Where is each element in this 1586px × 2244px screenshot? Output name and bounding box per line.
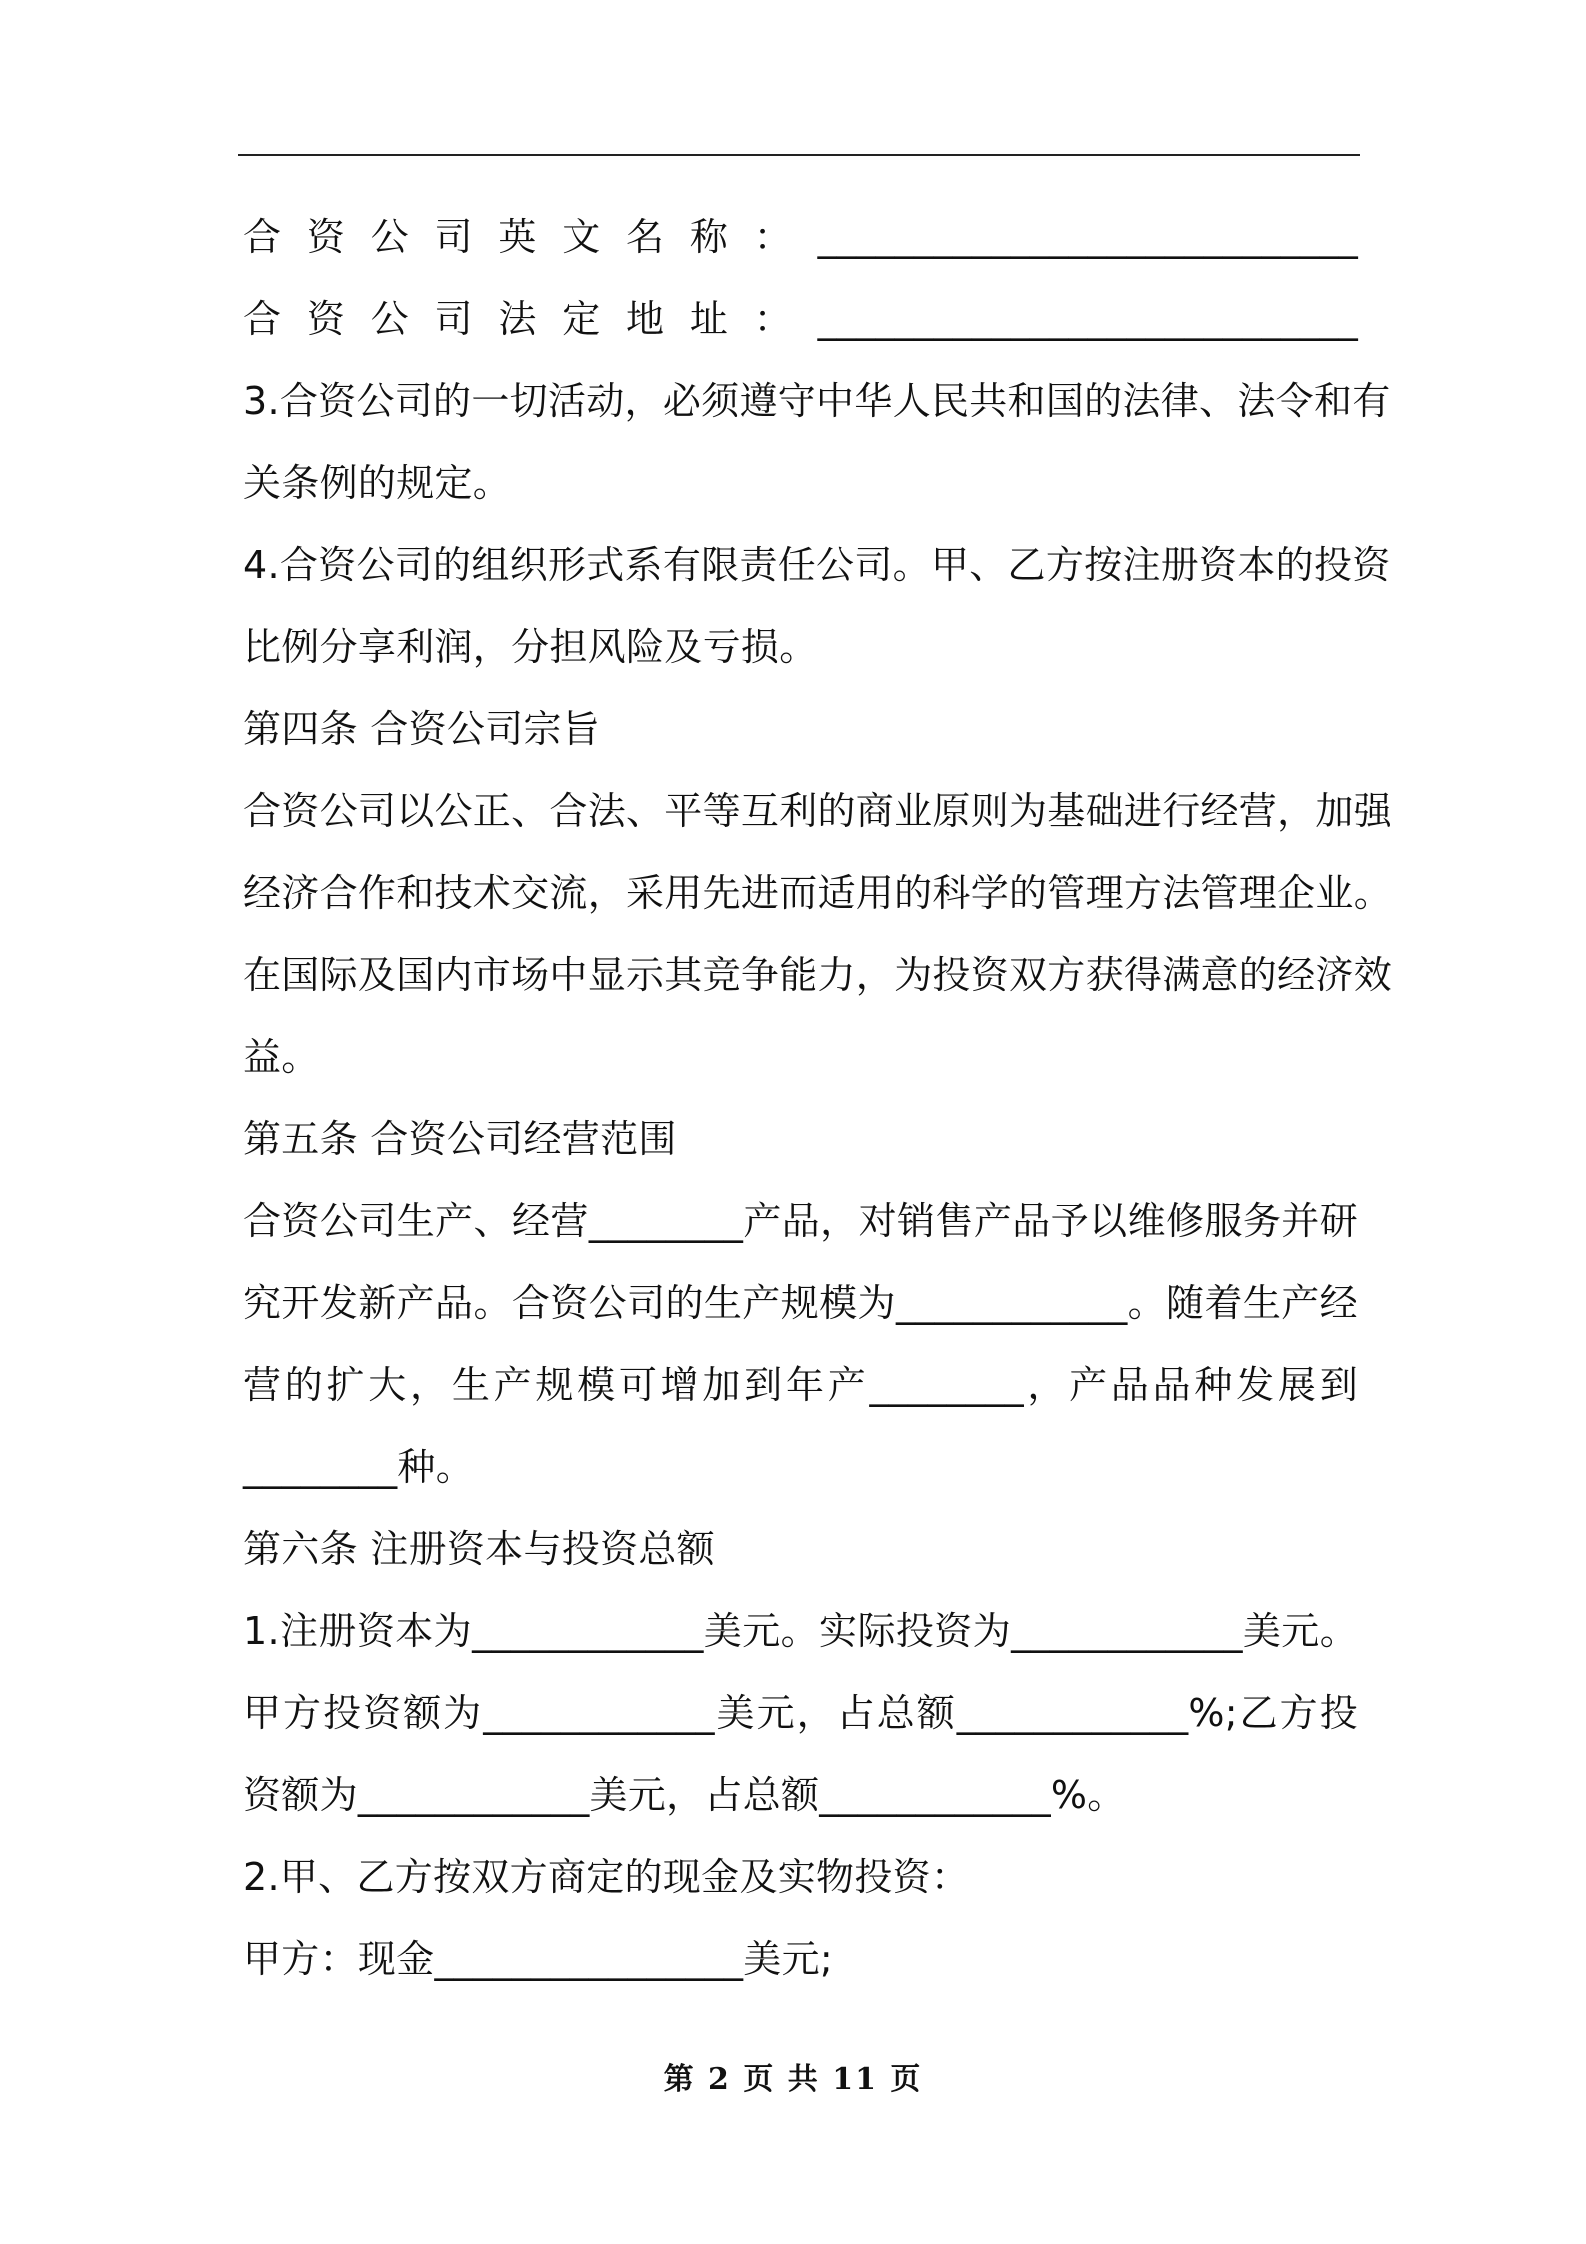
article-4-paragraph-line-1: 合资公司以公正、合法、平等互利的商业原则为基础进行经营，加强 [243, 789, 1393, 833]
article-5-paragraph-line-3: 营的扩大，生产规模可增加到年产________，产品品种发展到 [243, 1363, 1358, 1407]
clause-3-line-1: 3.合资公司的一切活动，必须遵守中华人民共和国的法律、法令和有 [243, 379, 1391, 423]
article-4-paragraph-line-3: 在国际及国内市场中显示其竞争能力，为投资双方获得满意的经济效 [243, 953, 1393, 997]
article-5-paragraph-line-2: 究开发新产品。合资公司的生产规模为____________。随着生产经 [243, 1281, 1358, 1325]
article-6-item-1-line-3: 资额为____________美元，占总额____________%。 [243, 1773, 1126, 1817]
clause-4-line-2: 比例分享利润，分担风险及亏损。 [243, 625, 818, 669]
article-4-paragraph-line-4: 益。 [243, 1035, 320, 1079]
clause-4-line-1: 4.合资公司的组织形式系有限责任公司。甲、乙方按注册资本的投资 [243, 543, 1391, 587]
party-a-cash-line: 甲方：现金________________美元; [243, 1937, 834, 1981]
article-6-item-1-line-1: 1.注册资本为____________美元。实际投资为____________美元。 [243, 1609, 1358, 1653]
article-4-heading: 第四条 合资公司宗旨 [243, 707, 601, 751]
article-4-paragraph-line-2: 经济合作和技术交流，采用先进而适用的科学的管理方法管理企业。 [243, 871, 1393, 915]
article-5-heading: 第五条 合资公司经营范围 [243, 1117, 677, 1161]
header-rule [238, 154, 1360, 156]
joint-venture-legal-address-line: 合资公司法定地址：____________________________ [243, 297, 1358, 341]
article-6-heading: 第六条 注册资本与投资总额 [243, 1527, 715, 1571]
joint-venture-english-name-line: 合资公司英文名称：____________________________ [243, 215, 1358, 259]
article-6-item-1-line-2: 甲方投资额为____________美元，占总额____________%;乙方投 [243, 1691, 1358, 1735]
article-5-paragraph-line-4: ________种。 [243, 1445, 475, 1489]
page-number-footer: 第 2 页 共 11 页 [663, 2062, 923, 2097]
article-6-item-2-line: 2.甲、乙方按双方商定的现金及实物投资： [243, 1855, 970, 1899]
article-5-paragraph-line-1: 合资公司生产、经营________产品，对销售产品予以维修服务并研 [243, 1199, 1358, 1243]
clause-3-line-2: 关条例的规定。 [243, 461, 512, 505]
